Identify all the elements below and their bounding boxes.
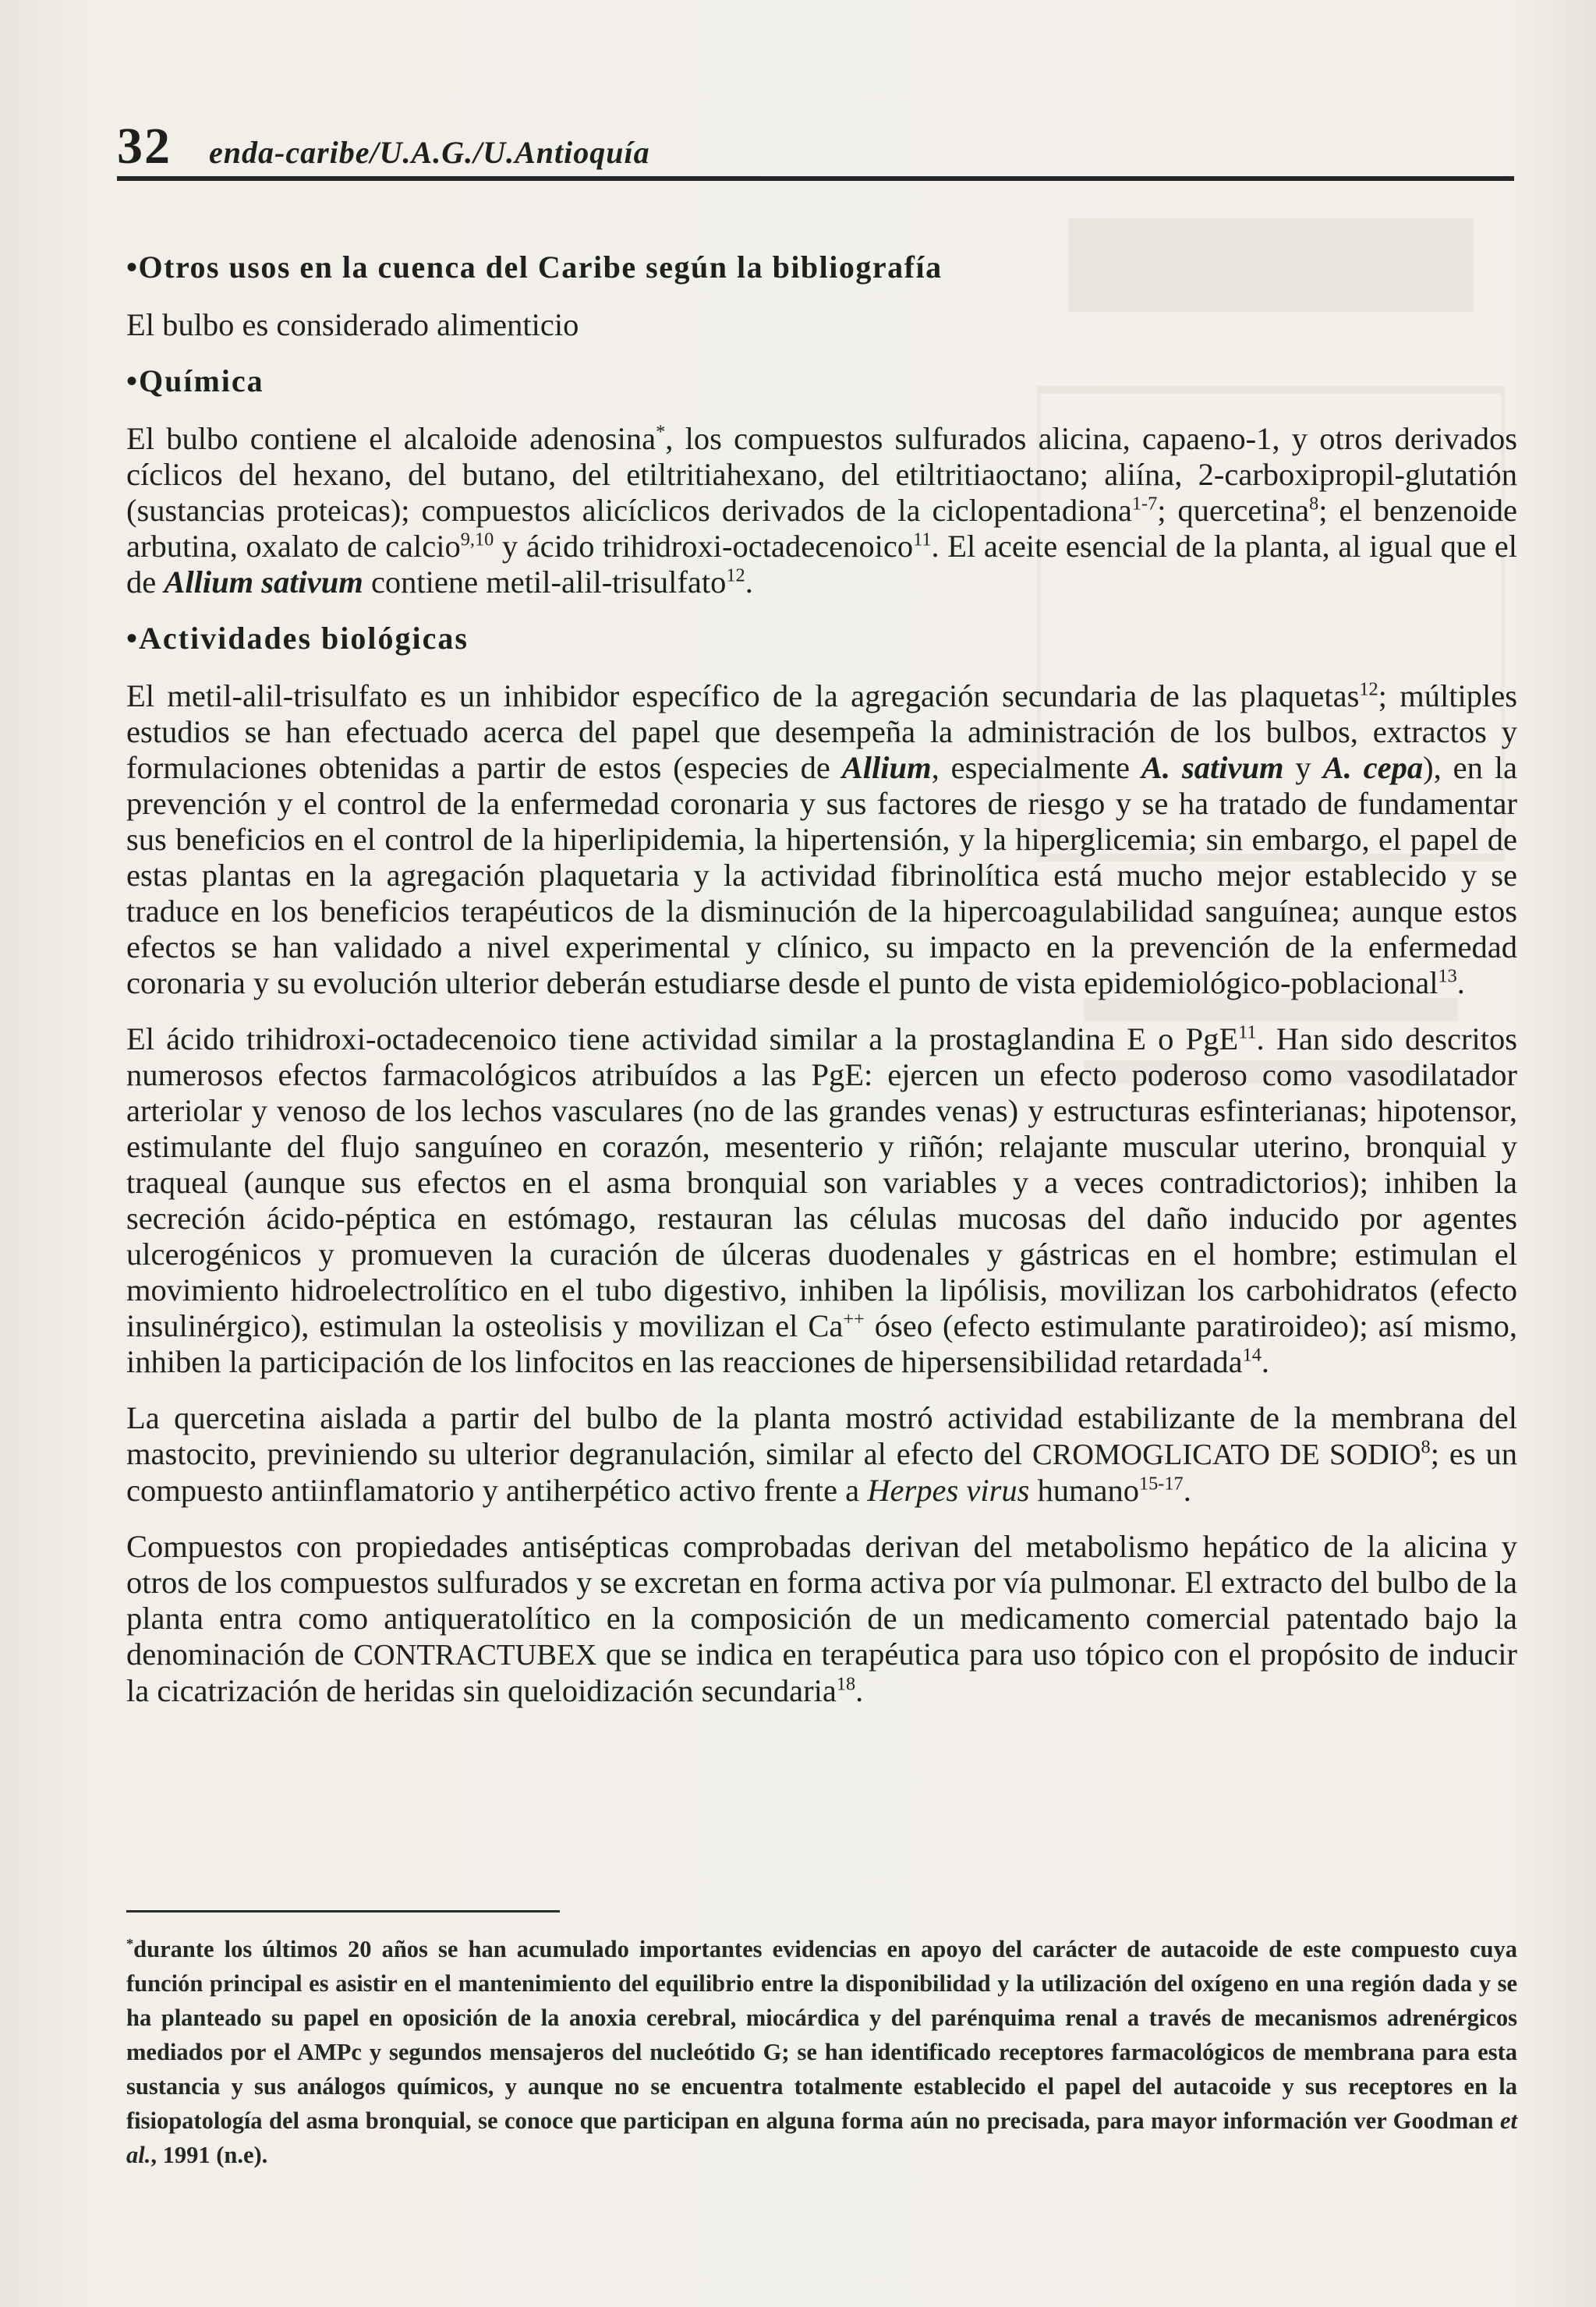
actividades-paragraph-2: El ácido trihidroxi-octadecenoico tiene actividad similar a la prostaglandina E o PgE$^{11}$. Han sido descritos numerosos efectos farmacológicos atribuídos a las PgE: ejercen un efecto poderoso como vasodilatador arteriolar y venoso de los lechos vasculares (no de las grandes venas) y estructuras esfinterianas; hipotensor, estimulante del flujo sanguíneo en corazón, mesenterio y riñón; relajante muscular uterino, bronquial y traqueal (aunque sus efectos en el asma bronquial son variables y a veces contradictorios); inhiben la secreción ácido-péptica en estómago, restauran las células mucosas del daño inducido por agentes ulcerogénicos y promueven la curación de úlceras duodenales y gástricas en el hombre; estimulan el movimiento hidroelectrolítico en el tubo digestivo, inhiben la lipólisis, movilizan los carbohidratos (efecto insulinérgico), estimulan la osteolisis y movilizan el Ca++ óseo (efecto estimulante paratiroideo); así mismo, inhiben la participación de los linfocitos en las reacciones de hipersensibilidad retardada$^{14}$. [126, 1021, 1517, 1379]
heading-actividades: •Actividades biológicas [126, 621, 469, 656]
footnote-marker: * [126, 1935, 134, 1951]
page-number: 32 [117, 118, 172, 175]
body-text [126, 249, 1517, 1729]
actividades-paragraph-4: Compuestos con propiedades antisépticas comprobadas derivan del metabolismo hepático de la alicina y otros de los compuestos sulfurados y se excretan en forma activa por vía pulmonar. El extracto del bulbo de la planta entra como antiqueratolítico en la composición de un medicamento comercial patentado bajo la denominación de CONTRACTUBEX que se indica en terapéutica para uso tópico con el propósito de inducir la cicatrización de heridas sin queloidización secundaria$^{18}$. [126, 1529, 1517, 1708]
actividades-paragraph-1: El metil-alil-trisulfato es un inhibidor específico de la agregación secundaria de las plaquetas$^{12}$; múltiples estudios se han efectuado acerca del papel que desempeña la administración de los bulbos, extractos y formulaciones obtenidas a partir de estos (especies de Allium, especialmente A. sativum y A. cepa), en la prevención y el control de la enfermedad coronaria y sus factores de riesgo y se ha tratado de fundamentar sus beneficios en el control de la hiperlipidemia, la hipertensión, y la hiperglicemia; sin embargo, el papel de estas plantas en la agregación plaquetaria y la actividad fibrinolítica está mucho mejor establecido y se traduce en los beneficios terapéuticos de la disminución de la hipercoagulabilidad sanguínea; aunque estos efectos se han validado a nivel experimental y clínico, su impacto en la prevención de la enfermedad coronaria y su evolución ulterior deberán estudiarse desde el punto de vista epidemiológico-poblacional$^{13}$. [126, 678, 1518, 1000]
footnote-rule [126, 1910, 560, 1912]
otros-usos-text: El bulbo es considerado alimenticio [126, 307, 579, 342]
quimica-paragraph: El bulbo contiene el alcaloide adenosina*, los compuestos sulfurados alicina, capaeno-1, y otros derivados cíclicos del hexano, del butano, del etiltritiahexano, del etiltritiaoctano; aliína, 2-carboxipropil-glutatión (sustancias proteicas); compuestos alicíclicos derivados de la ciclopentadiona$^{1-7}$; quercetina$^8$; el benzenoide arbutina, oxalato de calcio$^{9,10}$ y ácido trihidroxi-octadecenoico$^{11}$. El aceite esencial de la planta, al igual que el de Allium sativum contiene metil-alil-trisulfato$^{12}$. [126, 421, 1518, 600]
actividades-paragraph-3: La quercetina aislada a partir del bulbo de la planta mostró actividad estabilizante de la membrana del mastocito, previniendo su ulterior degranulación, similar al efecto del CROMOGLICATO DE SODIO$^8$; es un compuesto antiinflamatorio y antiherpético activo frente a Herpes virus humano$^{15-17}$. [126, 1400, 1517, 1508]
header-rule [117, 176, 1514, 181]
heading-otros-usos: •Otros usos en la cuenca del Caribe según la bibliografía [126, 249, 943, 285]
page-header [117, 117, 1513, 176]
footnote: *durante los últimos 20 años se han acumulado importantes evidencias en apoyo del carácter de autacoide de este compuesto cuya función principal es asistir en el mantenimiento del equilibrio entre la disponibilidad y la utilización del oxígeno en una región dada y se ha planteado su papel en oposición de la anoxia cerebral, miocárdica y del parénquima renal a través de mecanismos adrenérgicos mediados por el AMPc y segundos mensajeros del nucleótido G; se han identificado receptores farmacológicos de membrana para esta sustancia y sus análogos químicos, y aunque no se encuentra totalmente establecido el papel del autacoide y sus receptores en la fisiopatología del asma bronquial, se conoce que participan en alguna forma aún no precisada, para mayor información ver Goodman et al., 1991 (n.e). [126, 1935, 1517, 2168]
species-name: Allium sativum [164, 564, 363, 600]
running-head: enda-caribe/U.A.G./U.Antioquía [209, 135, 650, 170]
heading-quimica: •Química [126, 363, 264, 398]
